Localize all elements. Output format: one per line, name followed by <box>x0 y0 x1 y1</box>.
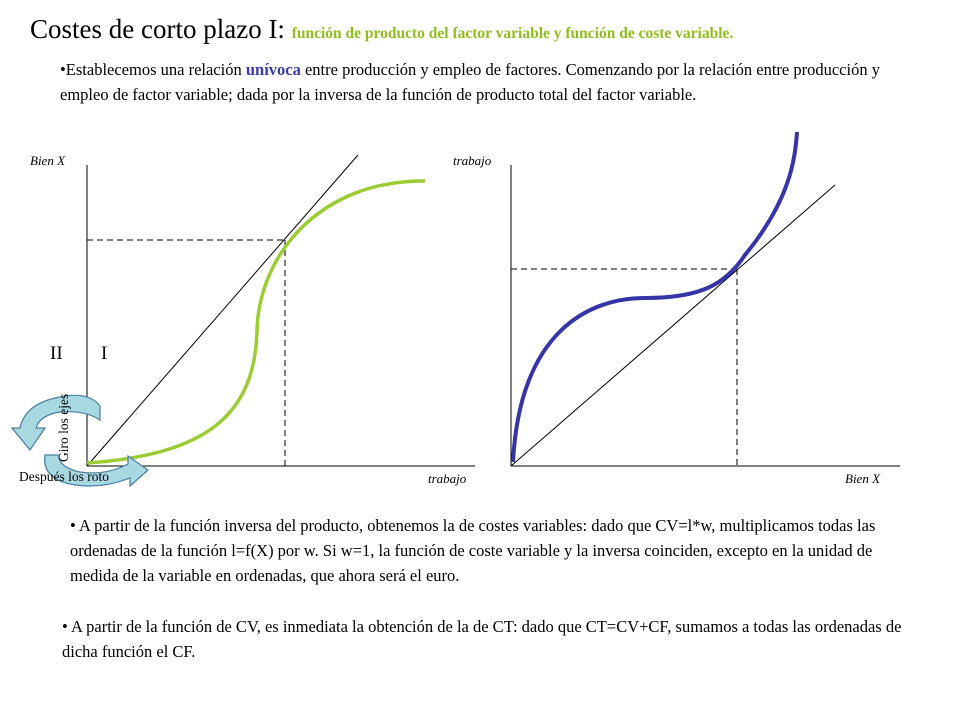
cost-paragraph: • A partir de la función inversa del producto, obtenemos la de costes variables: dado que CV=l*w, multiplicamos todas las ordenadas de la función l=f(X) por w. Si w=1, la función de coste variable y la inversa coinciden, excepto en la unidad de medida de la variable en ordenadas, que ahora será el euro. <box>70 516 876 585</box>
intro-text-after: entre producción y empleo de factores. Comenzando por la relación entre producción y empleo de factor variable; dada por la inversa de la función de producto total del factor variable. <box>60 60 880 104</box>
right-y-label: trabajo <box>453 153 492 168</box>
rotate-later-note: Después los roto <box>19 469 109 484</box>
title-subtitle: función de producto del factor variable y función de coste variable. <box>291 25 734 42</box>
right-ray-line <box>511 185 835 466</box>
intro-text-before: Establecemos una relación <box>65 60 246 79</box>
title-main: Costes de corto plazo I: <box>30 14 292 44</box>
rotate-arrows <box>12 394 148 486</box>
left-y-label: Bien X <box>30 153 66 168</box>
cost-curve <box>513 132 797 462</box>
left-x-label: trabajo <box>428 471 467 486</box>
total-cost-paragraph: • A partir de la función de CV, es inmediata la obtención de la de CT: dado que CT=CV+CF, sumamos a todas las ordenadas de dicha función el CF. <box>62 617 902 661</box>
rotate-axes-note: Giro los ejes <box>56 393 71 462</box>
product-curve <box>87 181 425 463</box>
right-x-label: Bien X <box>845 471 881 486</box>
quadrant-i-label: I <box>101 343 108 364</box>
quadrant-ii-label: II <box>50 343 63 364</box>
bullet: • <box>60 60 66 79</box>
left-graph <box>30 153 475 486</box>
intro-highlight: unívoca <box>245 60 301 79</box>
right-graph <box>453 132 900 486</box>
